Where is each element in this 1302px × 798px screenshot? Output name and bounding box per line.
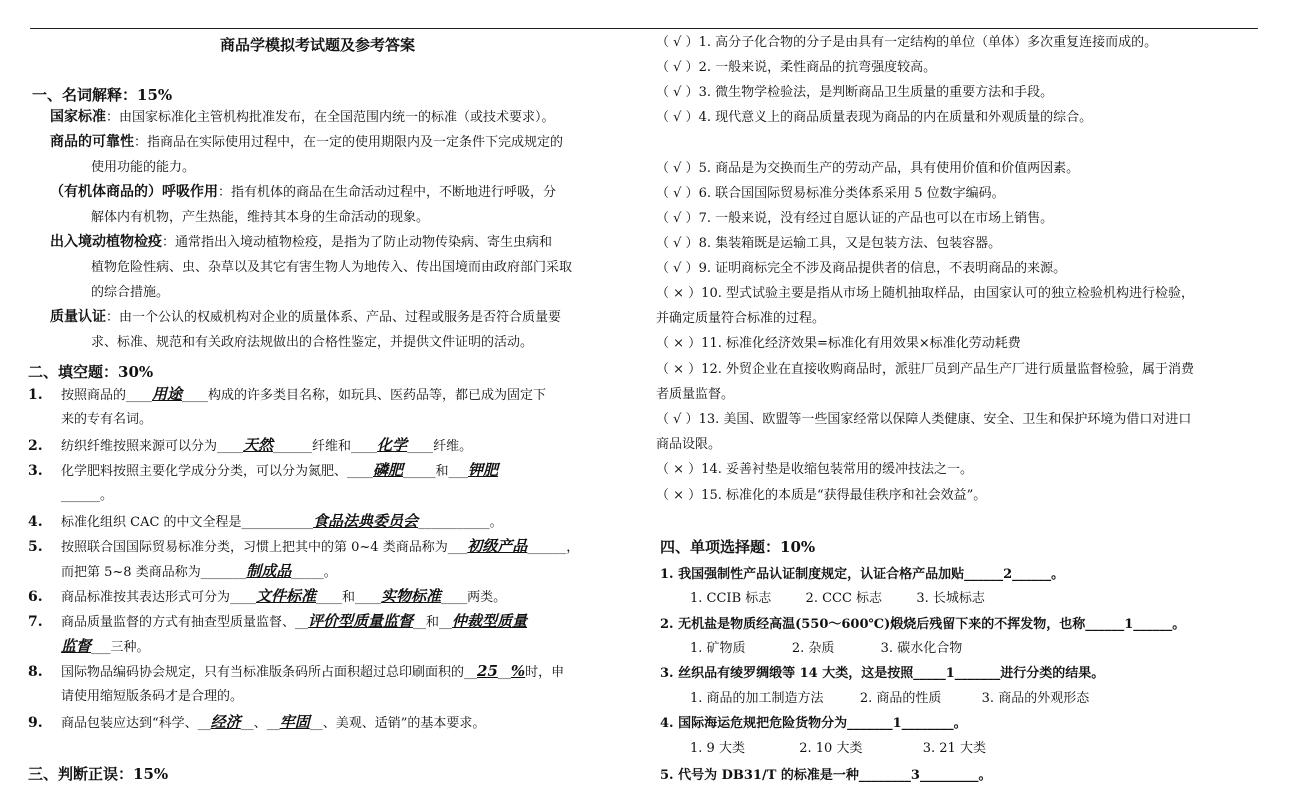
answer: 初级产品 — [467, 537, 528, 555]
definition-item: 国家标准：由国家标准化主管机构批准发布，在全国范围内统一的标准（或技术要求）。 — [50, 109, 555, 125]
mc-question: 1. 我国强制性产品认证制度规定，认证合格产品加贴______2______。 — [660, 567, 1065, 582]
answer: 制成品 — [246, 562, 292, 580]
tf-item: （ × ）15. 标准化的本质是“获得最佳秩序和社会效益”。 — [656, 488, 987, 503]
tf-item: （ × ）11. 标准化经济效果=标准化有用效果×标准化劳动耗费 — [656, 336, 1021, 351]
tf-item: （ × ）12. 外贸企业在直接收购商品时，派驻厂员到产品生产厂进行质量监督检验，属于消费 — [656, 362, 1194, 377]
fill-continuation: 请使用缩短版条码才是合理的。 — [61, 689, 244, 704]
fill-continuation: 监督___三种。 — [61, 637, 150, 655]
definition-item: （有机体商品的）呼吸作用：指有机体的商品在生命活动过程中，不断地进行呼吸，分 — [50, 184, 557, 200]
mc-question: 4. 国际海运危规把危险货物分为_______1________。 — [660, 716, 967, 731]
fill-question: 5. 按照联合国国际贸易标准分类，习惯上把其中的第 0~4 类商品称为___初级产品______， — [28, 537, 580, 555]
answer: 天然 — [243, 436, 274, 454]
fill-question: 1. 按照商品的____用途____构成的许多类目名称，如玩具、医药品等，都已成为固定下 — [28, 385, 547, 403]
section-heading-true-false: 三、判断正误：15% — [28, 765, 169, 783]
definition-item: 商品的可靠性：指商品在实际使用过程中，在一定的使用期限内及一定条件下完成规定的 — [50, 134, 564, 150]
fill-question: 4. 标准化组织 CAC 的中文全程是___________食品法典委员会___________。 — [28, 512, 503, 530]
definition-continuation: 植物危险性病、虫、杂草以及其它有害生物人为地传入、传出国境而由政府部门采取 — [91, 260, 573, 275]
fill-question: 8. 国际物品编码协会规定，只有当标准版条码所占面积超过总印刷面积的__25__%时，申 — [28, 662, 565, 680]
answer: 文件标准 — [256, 587, 317, 605]
mc-option: 2. CCC 标志 — [805, 591, 883, 606]
mc-option: 1. CCIB 标志 — [690, 591, 772, 606]
fill-question: 9. 商品包装应达到“科学、__经济__、__牢固__、美观、适销”的基本要求。 — [28, 713, 486, 731]
tf-item: （ √ ）8. 集装箱既是运输工具，又是包装方法、包装容器。 — [656, 236, 1002, 251]
mc-option: 3. 碳水化合物 — [880, 641, 963, 656]
answer: % — [510, 662, 526, 680]
mc-option: 1. 商品的加工制造方法 — [690, 691, 824, 706]
definition-continuation: 的综合措施。 — [91, 285, 170, 300]
mc-option: 3. 长城标志 — [916, 591, 985, 606]
mc-options — [690, 637, 962, 656]
tf-item: （ √ ）5. 商品是为交换而生产的劳动产品，具有使用价值和价值两因素。 — [656, 161, 1080, 176]
definition-continuation: 解体内有机物，产生热能，维持其本身的生命活动的现象。 — [91, 210, 430, 225]
top-rule — [30, 28, 1258, 29]
answer: 经济 — [210, 713, 241, 731]
definition-item: 出入境动植物检疫：通常指出入境动植物检疫，是指为了防止动物传染病、寄生虫病和 — [50, 234, 553, 250]
tf-item: （ √ ）7. 一般来说，没有经过自愿认证的产品也可以在市场上销售。 — [656, 211, 1054, 226]
tf-item: （ √ ）4. 现代意义上的商品质量表现为商品的内在质量和外观质量的综合。 — [656, 110, 1093, 125]
fill-question: 2. 纺织纤维按照来源可以分为____天然______纤维和____化学____纤维。 — [28, 436, 473, 454]
mc-option: 2. 10 大类 — [799, 741, 863, 756]
tf-item: （ √ ）1. 高分子化合物的分子是由具有一定结构的单位（单体）多次重复连接而成的。 — [656, 35, 1158, 50]
tf-item: （ √ ）13. 美国、欧盟等一些国家经常以保障人类健康、安全、卫生和保护环境为借口对进口 — [656, 412, 1192, 427]
definition-item: 质量认证：由一个公认的权威机构对企业的质量体系、产品、过程或服务是否符合质量要 — [50, 309, 562, 325]
fill-question: 3. 化学肥料按照主要化学成分分类，可以分为氮肥、____磷肥_____和___钾肥 — [28, 461, 499, 479]
answer: 监督 — [61, 637, 92, 655]
answer: 磷肥 — [373, 461, 404, 479]
tf-continuation: 并确定质量符合标准的过程。 — [656, 311, 826, 326]
answer: 牢固 — [279, 713, 310, 731]
mc-option: 1. 矿物质 — [690, 641, 746, 656]
answer: 实物标准 — [381, 587, 442, 605]
tf-item: （ × ）10. 型式试验主要是指从市场上随机抽取样品，由国家认可的独立检验机构进行检验， — [656, 286, 1194, 301]
answer: 仲裁型质量 — [452, 612, 528, 630]
tf-item: （ √ ）6. 联合国国际贸易标准分类体系采用 5 位数字编码。 — [656, 186, 1005, 201]
section-heading-definitions: 一、名词解释：15% — [32, 86, 173, 104]
fill-question: 7. 商品质量监督的方式有抽查型质量监督、__评价型质量监督__和__仲裁型质量 — [28, 612, 528, 630]
answer: 化学 — [377, 436, 408, 454]
mc-option: 3. 21 大类 — [922, 741, 986, 756]
answer: 食品法典委员会 — [313, 512, 419, 530]
mc-option: 2. 商品的性质 — [859, 691, 942, 706]
mc-options — [690, 687, 1089, 706]
definition-continuation: 使用功能的能力。 — [91, 160, 196, 175]
mc-options — [690, 737, 986, 756]
fill-continuation: ______。 — [61, 488, 114, 503]
mc-option: 3. 商品的外观形态 — [981, 691, 1090, 706]
mc-question: 2. 无机盐是物质经高温(550～600℃)煅烧后残留下来的不挥发物，也称______1______。 — [660, 617, 1186, 632]
section-heading-multiple-choice: 四、单项选择题：10% — [660, 538, 816, 556]
page-title: 商品学模拟考试题及参考答案 — [220, 36, 416, 54]
mc-options — [690, 587, 985, 606]
tf-item: （ √ ）9. 证明商标完全不涉及商品提供者的信息，不表明商品的来源。 — [656, 261, 1067, 276]
definition-continuation: 求、标准、规范和有关政府法规做出的合格性鉴定，并提供文件证明的活动。 — [91, 335, 534, 350]
mc-option: 1. 9 大类 — [690, 741, 745, 756]
answer: 钾肥 — [468, 461, 499, 479]
mc-question: 3. 丝织品有绫罗绸缎等 14 大类，这是按照_____1_______进行分类的结果。 — [660, 666, 1105, 681]
tf-item: （ √ ）3. 微生物学检验法，是判断商品卫生质量的重要方法和手段。 — [656, 85, 1054, 100]
answer: 用途 — [152, 385, 183, 403]
tf-continuation: 商品设限。 — [656, 437, 722, 452]
fill-continuation: 而把第 5~8 类商品称为_______制成品_____。 — [61, 562, 337, 580]
tf-item: （ × ）14. 妥善衬垫是收缩包装常用的缓冲技法之一。 — [656, 462, 973, 477]
answer: 评价型质量监督 — [308, 612, 414, 630]
fill-continuation: 来的专有名词。 — [61, 412, 153, 427]
section-heading-fill-in: 二、填空题：30% — [28, 363, 154, 381]
mc-option: 2. 杂质 — [791, 641, 835, 656]
tf-continuation: 者质量监督。 — [656, 387, 735, 402]
tf-item: （ √ ）2. 一般来说，柔性商品的抗弯强度较高。 — [656, 60, 937, 75]
answer: 25 — [477, 662, 498, 680]
fill-question: 6. 商品标准按其表达形式可分为____文件标准____和____实物标准____两类。 — [28, 587, 507, 605]
mc-question: 5. 代号为 DB31/T 的标准是一种________3_________。 — [660, 768, 992, 783]
